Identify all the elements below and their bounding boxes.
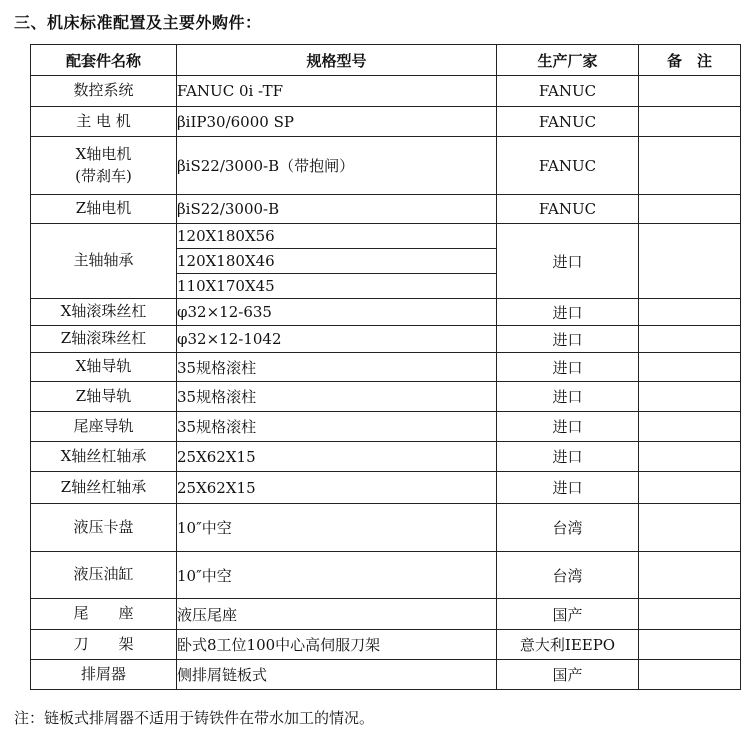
manufacturer: 进口 — [497, 412, 639, 442]
component-name: Z轴丝杠轴承 — [31, 472, 177, 504]
manufacturer: 意大利IEEPO — [497, 630, 639, 660]
table-row — [31, 599, 741, 630]
header-manufacturer: 生产厂家 — [497, 45, 639, 76]
spec-model: φ32×12-635 — [177, 299, 497, 326]
table-row — [31, 630, 741, 660]
component-name: 液压油缸 — [31, 552, 177, 599]
manufacturer: 台湾 — [497, 552, 639, 599]
component-name: 尾座导轨 — [31, 412, 177, 442]
table-row — [31, 412, 741, 442]
spec-model: 卧式8工位100中心高伺服刀架 — [177, 630, 497, 660]
spec-model: 35规格滚柱 — [177, 382, 497, 412]
spec-model: φ32×12-1042 — [177, 326, 497, 353]
manufacturer: FANUC — [497, 195, 639, 224]
component-name: 数控系统 — [31, 76, 177, 107]
manufacturer: 进口 — [497, 382, 639, 412]
remarks — [639, 552, 741, 599]
manufacturer: 进口 — [497, 224, 639, 299]
remarks — [639, 353, 741, 382]
table-row — [31, 353, 741, 382]
table-row — [31, 224, 741, 249]
spec-model: 液压尾座 — [177, 599, 497, 630]
table-row — [31, 326, 741, 353]
spec-model: 110X170X45 — [177, 274, 497, 299]
table-header-row — [31, 45, 741, 76]
spec-model: 10″中空 — [177, 504, 497, 552]
spec-model: 35规格滚柱 — [177, 353, 497, 382]
equipment-table — [30, 44, 741, 690]
remarks — [639, 107, 741, 137]
remarks — [639, 660, 741, 690]
footnote: 注：链板式排屑器不适用于铸铁件在带水加工的情况。 — [14, 709, 375, 727]
manufacturer: 台湾 — [497, 504, 639, 552]
table-row — [31, 504, 741, 552]
component-name: Z轴滚珠丝杠 — [31, 326, 177, 353]
table-row — [31, 107, 741, 137]
table-row — [31, 552, 741, 599]
manufacturer: FANUC — [497, 76, 639, 107]
spec-model: 25X62X15 — [177, 472, 497, 504]
spec-model: 25X62X15 — [177, 442, 497, 472]
remarks — [639, 382, 741, 412]
header-component-name: 配套件名称 — [31, 45, 177, 76]
manufacturer: 进口 — [497, 442, 639, 472]
spec-model: βiS22/3000-B（带抱闸） — [177, 137, 497, 195]
table-row — [31, 137, 741, 195]
component-name: 刀 架 — [31, 630, 177, 660]
spec-model: FANUC 0i -TF — [177, 76, 497, 107]
remarks — [639, 224, 741, 299]
component-name — [31, 137, 177, 195]
spec-model: 10″中空 — [177, 552, 497, 599]
table-row — [31, 442, 741, 472]
component-name-line1: X轴电机 — [75, 144, 132, 163]
remarks — [639, 137, 741, 195]
table-row — [31, 382, 741, 412]
component-name: X轴丝杠轴承 — [31, 442, 177, 472]
manufacturer: 国产 — [497, 599, 639, 630]
manufacturer: FANUC — [497, 137, 639, 195]
table-row — [31, 299, 741, 326]
component-name: 液压卡盘 — [31, 504, 177, 552]
remarks — [639, 299, 741, 326]
table-row — [31, 76, 741, 107]
component-name: 尾 座 — [31, 599, 177, 630]
component-name: 主 电 机 — [31, 107, 177, 137]
component-name: 排屑器 — [31, 660, 177, 690]
component-name: Z轴电机 — [31, 195, 177, 224]
component-name: 主轴轴承 — [31, 224, 177, 299]
remarks — [639, 504, 741, 552]
component-name: Z轴导轨 — [31, 382, 177, 412]
manufacturer: 进口 — [497, 326, 639, 353]
remarks — [639, 472, 741, 504]
remarks — [639, 599, 741, 630]
remarks — [639, 412, 741, 442]
table-row — [31, 195, 741, 224]
remarks — [639, 326, 741, 353]
spec-model: 35规格滚柱 — [177, 412, 497, 442]
header-remarks: 备 注 — [639, 45, 741, 76]
manufacturer: 国产 — [497, 660, 639, 690]
remarks — [639, 630, 741, 660]
spec-model: 120X180X46 — [177, 249, 497, 274]
manufacturer: 进口 — [497, 299, 639, 326]
manufacturer: FANUC — [497, 107, 639, 137]
remarks — [639, 195, 741, 224]
spec-model: 120X180X56 — [177, 224, 497, 249]
component-name: X轴滚珠丝杠 — [31, 299, 177, 326]
section-heading: 三、机床标准配置及主要外购件： — [14, 13, 262, 32]
header-spec-model: 规格型号 — [177, 45, 497, 76]
manufacturer: 进口 — [497, 353, 639, 382]
component-name: X轴导轨 — [31, 353, 177, 382]
remarks — [639, 76, 741, 107]
manufacturer: 进口 — [497, 472, 639, 504]
spec-model: 侧排屑链板式 — [177, 660, 497, 690]
table-row — [31, 472, 741, 504]
spec-model: βiIP30/6000 SP — [177, 107, 497, 137]
table-row — [31, 660, 741, 690]
spec-model: βiS22/3000-B — [177, 195, 497, 224]
remarks — [639, 442, 741, 472]
component-name-line2: (带刹车) — [75, 166, 132, 185]
